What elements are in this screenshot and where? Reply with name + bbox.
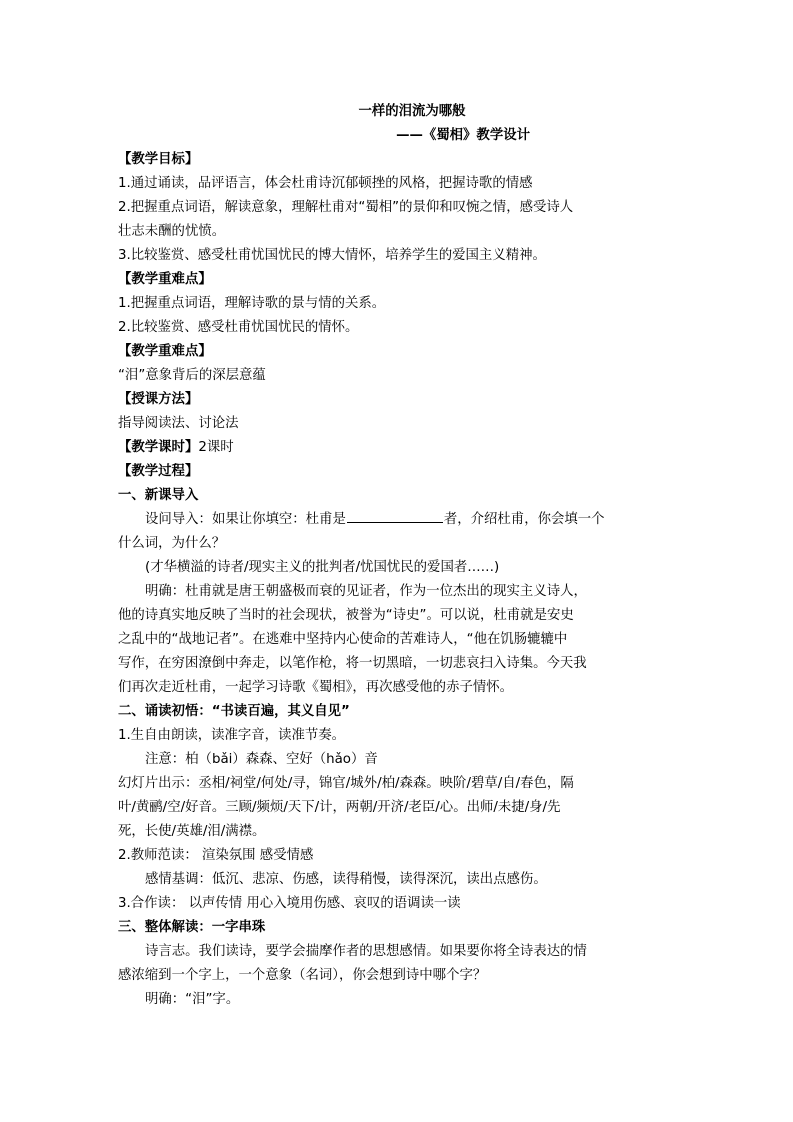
emotion-tone: 感情基调：低沉、悲凉、伤感，读得稍慢，读得深沉，读出点感伤。 (145, 872, 547, 887)
section-heading-hours: 【教学课时】 (118, 440, 199, 455)
intro-clarify-line-3: 之乱中的“战地记者”。在逃难中坚持内心使命的苦难诗人，“他在饥肠辘辘中 (118, 632, 568, 647)
part-heading-3: 三、整体解读：一字串珠 (118, 920, 266, 935)
document-subtitle: ——《蜀相》教学设计 (396, 128, 530, 143)
section-heading-key-points: 【教学重难点】 (118, 272, 212, 287)
analysis-line-2: 感浓缩到一个字上，一个意象（名词），你会想到诗中哪个字？ (118, 968, 487, 983)
document-body (118, 100, 678, 1012)
intro-clarify-line-2: 他的诗真实地反映了当时的社会现状，被誉为“诗史”。可以说，杜甫就是安史 (118, 608, 574, 623)
reading-step-3: 3.合作读： 以声传情 用心入境用伤感、哀叹的语调读一读 (118, 896, 461, 911)
reading-note: 注意：柏（bǎi）森森、空好（hǎo）音 (145, 752, 378, 767)
goal-item-2-line-2: 壮志未酬的忧愤。 (118, 224, 226, 239)
part-heading-1: 一、新课导入 (118, 488, 199, 503)
reading-step-1: 1.生自由朗读，读准字音，读准节奏。 (118, 728, 346, 743)
section-heading-method: 【授课方法】 (118, 392, 199, 407)
reading-step-2: 2.教师范读： 渲染氛围 感受情感 (118, 848, 314, 863)
intro-clarify-line-1: 明确：杜甫就是唐王朝盛极而衰的见证者，作为一位杰出的现实主义诗人， (145, 584, 587, 599)
method-text: 指导阅读法、讨论法 (118, 416, 239, 431)
goal-item-2-line-1: 2.把握重点词语，解读意象，理解杜甫对“蜀相”的景仰和叹惋之情，感受诗人 (118, 200, 574, 215)
fill-in-blank (347, 508, 443, 523)
intro-question-line-1 (118, 508, 678, 532)
analysis-answer: 明确：“泪”字。 (145, 992, 240, 1007)
section-heading-key-points-2: 【教学重难点】 (118, 344, 212, 359)
slide-text-line-2: 叶/黄鹂/空/好音。三顾/频烦/天下/计，两朝/开济/老臣/心。出师/未捷/身/先 (118, 800, 561, 815)
section-heading-process: 【教学过程】 (118, 464, 199, 479)
section-hours (118, 436, 678, 460)
key-point-1: 1.把握重点词语，理解诗歌的景与情的关系。 (118, 296, 386, 311)
intro-clarify-line-5: 们再次走近杜甫，一起学习诗歌《蜀相》，再次感受他的赤子情怀。 (118, 680, 514, 695)
slide-text-line-1: 幻灯片出示：丞相/祠堂/何处/寻，锦官/城外/柏/森森。映阶/碧草/自/春色，隔 (118, 776, 574, 791)
slide-text-line-3: 死，长使/英雄/泪/满襟。 (118, 824, 266, 839)
goal-item-3: 3.比较鉴赏、感受杜甫忧国忧民的博大情怀，培养学生的爱国主义精神。 (118, 248, 546, 263)
document-title: 一样的泪流为哪般 (358, 104, 466, 119)
goal-item-1: 1.通过诵读，品评语言，体会杜甫诗沉郁顿挫的风格，把握诗歌的情感 (118, 176, 533, 191)
analysis-line-1: 诗言志。我们读诗，要学会揣摩作者的思想感情。如果要你将全诗表达的情 (145, 944, 587, 959)
intro-question-line-2: 什么词，为什么？ (118, 536, 226, 551)
key-point-2: 2.比较鉴赏、感受杜甫忧国忧民的情怀。 (118, 320, 359, 335)
intro-answers: (才华横溢的诗者/现实主义的批判者/忧国忧民的爱国者……) (145, 560, 500, 575)
intro-clarify-line-4: 写作，在穷困潦倒中奔走，以笔作枪，将一切黑暗，一切悲哀扫入诗集。今天我 (118, 656, 587, 671)
intro-question-pre: 设问导入：如果让你填空：杜甫是 (145, 512, 346, 527)
section-heading-goals: 【教学目标】 (118, 152, 199, 167)
intro-question-post: 者，介绍杜甫，你会填一个 (443, 512, 605, 527)
hours-value: 2课时 (198, 440, 234, 455)
key-point-tear: “泪”意象背后的深层意蕴 (118, 368, 266, 383)
part-heading-2: 二、诵读初悟：“书读百遍，其义自见” (118, 704, 350, 719)
